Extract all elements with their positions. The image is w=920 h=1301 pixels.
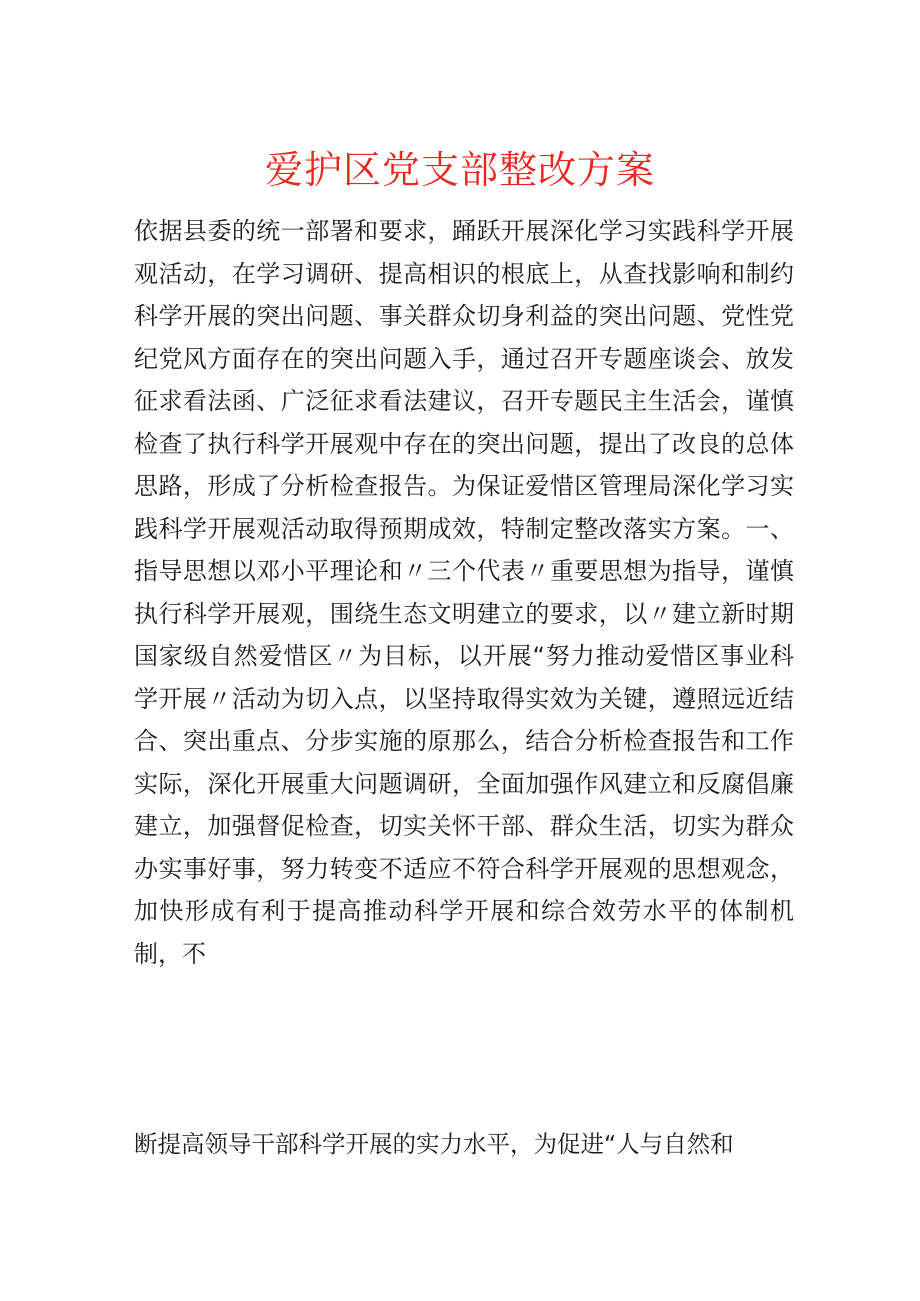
document-title: 爱护区党支部整改方案 (264, 148, 655, 192)
body-paragraph-2: 断提高领导干部科学开展的实力水平，为促进“人与自然和 (134, 1130, 734, 1158)
body-paragraph-1: 依据县委的统一部署和要求，踊跃开展深化学习实践科学开展观活动，在学习调研、提高相识的根底上，从查找影响和制约科学开展的突出问题、事关群众切身利益的突出问题、党性党纪党风方面存在的突出问题入手，通过召开专题座谈会、放发征求看法函、广泛征求看法建议，召开专题民主生活会，谨慎检查了执行科学开展观中存在的突出问题，提出了改良的总体思路，形成了分析检查报告。为保证爱惜区管理局深化学习实践科学开展观活动取得预期成效，特制定整改落实方案。一、指导思想以邓小平理论和〃三个代表〃重要思想为指导，谨慎执行科学开展观，围绕生态文明建立的要求，以〃建立新时期国家级自然爱惜区〃为目标，以开展“努力推动爱惜区事业科学开展〃活动为切入点，以坚持取得实效为关键，遵照远近结合、突出重点、分步实施的原那么，结合分析检查报告和工作实际，深化开展重大问题调研，全面加强作风建立和反腐倡廉建立，加强督促检查，切实关怀干部、群众生活，切实为群众办实事好事，努力转变不适应不符合科学开展观的思想观念，加快形成有利于提高推动科学开展和综合效劳水平的体制机制，不 (134, 217, 794, 968)
